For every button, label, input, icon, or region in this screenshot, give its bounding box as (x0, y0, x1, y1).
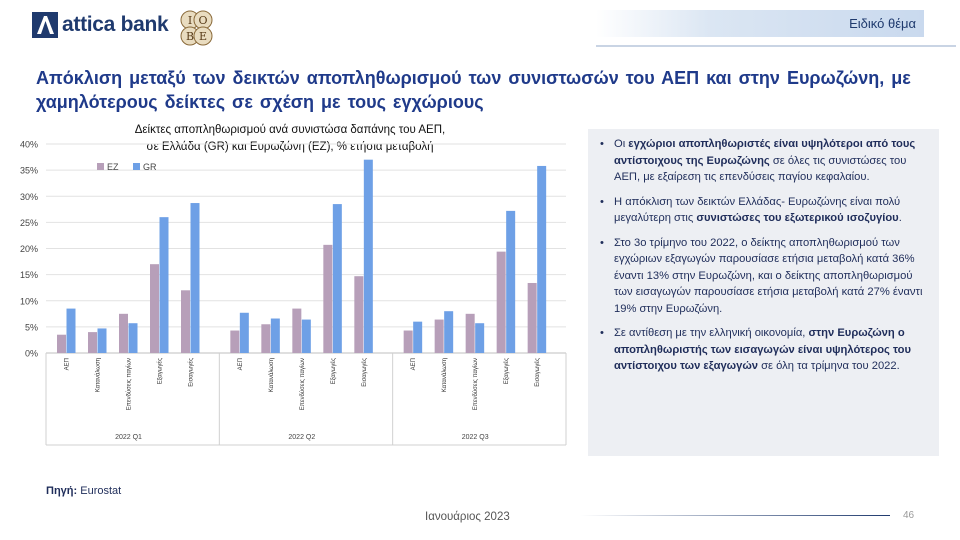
chart-title-line2: σε Ελλάδα (GR) και Ευρωζώνη (EZ), % ετήσια μεταβολή (146, 141, 434, 153)
bar-gr (271, 319, 280, 353)
slide-title: Απόκλιση μεταξύ των δεικτών αποπληθωρισμού των συνιστωσών του ΑΕΠ και στην Ευρωζώνη, με χαμηλότερους δείκτες σε σχέση με τους εγχώριους (36, 68, 911, 112)
commentary-bullet (614, 235, 925, 318)
commentary-bullet (614, 325, 925, 375)
svg-text:Ο: Ο (198, 14, 208, 27)
commentary-bullet (614, 194, 925, 227)
attica-logo-icon (32, 12, 58, 38)
category-label: ΑΕΠ (64, 358, 71, 371)
category-label: Κατανάλωση (95, 358, 102, 393)
category-label: Κατανάλωση (442, 358, 449, 393)
bar-ez (466, 314, 475, 353)
attica-bank-logo (32, 12, 168, 38)
section-tag: Ειδικό θέμα (849, 16, 916, 31)
chart-title-line1: Δείκτες αποπληθωρισμού ανά συνιστώσα δαπάνης του ΑΕΠ, (134, 124, 446, 136)
group-label: 2022 Q3 (461, 434, 489, 441)
bar-gr (413, 322, 422, 353)
category-label: Επενδύσεις παγίων (126, 358, 133, 411)
bullet-text: σε όλες τις συνιστώσες του ΑΕΠ, με εξαίρεση τις επενδύσεις παγίου κεφαλαίου. (614, 154, 907, 183)
svg-text:Β: Β (185, 30, 195, 43)
commentary-panel (588, 129, 939, 456)
category-label: Εξαγωγές (330, 358, 337, 385)
bullet-bold-text: εγχώριοι αποπληθωριστές είναι υψηλότεροι από τους αντίστοιχους της Ευρωζώνης (614, 138, 916, 167)
bar-ez (57, 335, 66, 353)
bar-gr (475, 323, 484, 353)
category-label: Εισαγωγές (361, 358, 368, 387)
bar-ez (230, 331, 239, 353)
category-label: Εισαγωγές (535, 358, 542, 387)
bar-ez (181, 290, 190, 353)
category-label: Επενδύσεις παγίων (299, 358, 306, 411)
bar-ez (323, 245, 332, 353)
svg-text:Ε: Ε (198, 30, 208, 43)
bar-gr (364, 160, 373, 353)
category-label: Εισαγωγές (188, 358, 195, 387)
y-tick-label: 10% (19, 296, 38, 307)
bar-gr (191, 203, 200, 353)
bar-ez (354, 276, 363, 353)
bullet-bold-text: συνιστώσες του εξωτερικού ισοζυγίου (696, 212, 899, 224)
bar-gr (302, 320, 311, 353)
header-divider (596, 45, 956, 47)
category-label: Κατανάλωση (268, 358, 275, 393)
footer-divider (580, 515, 890, 516)
bar-gr (160, 217, 169, 353)
y-tick-label: 0% (24, 348, 38, 359)
legend-label: EZ (107, 162, 119, 172)
bullet-text: Η απόκλιση των δεικτών Ελλάδας- Ευρωζώνης είναι πολύ μεγαλύτερη στις (614, 195, 901, 224)
commentary-bullet (614, 136, 925, 186)
page-number: 46 (903, 510, 915, 521)
legend-swatch-gr (133, 163, 140, 170)
bullet-text: . (898, 212, 902, 224)
iobe-logo (176, 8, 216, 48)
category-label: Επενδύσεις παγίων (473, 358, 480, 411)
source-note (46, 485, 121, 497)
source-value: Eurostat (80, 485, 122, 497)
bullet-text: Οι (614, 138, 629, 150)
footer-date: Ιανουάριος 2023 (425, 511, 510, 523)
bar-ez (150, 264, 159, 353)
category-label: ΑΕΠ (411, 358, 418, 371)
y-tick-label: 35% (19, 165, 38, 176)
bar-ez (88, 332, 97, 353)
section-banner (596, 10, 924, 37)
group-label: 2022 Q2 (288, 434, 316, 441)
bar-gr (98, 328, 107, 353)
bar-ez (528, 283, 537, 353)
bar-gr (129, 323, 138, 353)
deflator-bar-chart (0, 136, 570, 448)
bar-gr (506, 211, 515, 353)
bullet-bold-text: στην Ευρωζώνη ο αποπληθωριστής των εισαγωγών είναι υψηλότερος του αντίστοιχου των εξαγωγών (614, 327, 912, 372)
bar-gr (67, 309, 76, 353)
category-label: Εξαγωγές (157, 358, 164, 385)
bar-ez (292, 309, 301, 353)
bar-gr (444, 311, 453, 353)
bar-gr (240, 313, 249, 353)
y-tick-label: 20% (19, 244, 38, 254)
y-tick-label: 25% (19, 217, 38, 228)
legend-swatch-ez (97, 163, 104, 170)
category-label: Εξαγωγές (504, 358, 511, 385)
category-label: ΑΕΠ (237, 358, 244, 371)
bar-ez (119, 314, 128, 353)
bar-ez (435, 320, 444, 353)
source-label: Πηγή: (46, 485, 78, 497)
attica-logo-text: attica bank (62, 13, 169, 36)
bar-gr (333, 204, 342, 353)
bullet-text: σε όλη τα τρίμηνα του 2022. (758, 360, 900, 372)
y-tick-label: 5% (24, 322, 38, 333)
group-label: 2022 Q1 (115, 434, 142, 441)
bullet-text: Στο 3ο τρίμηνο του 2022, ο δείκτης αποπληθωρισμού των εγχώριων εξαγωγών παρουσίασε ετήσια μεταβολή κατά 36% έναντι 13% στην Ευρωζώνη, και ο δείκτης αποπληθωρισμού των εισαγωγών παρουσίασε ετήσια μεταβολή κατά 27% έναντι 19% στην Ευρωζώνη. (614, 236, 923, 315)
bar-ez (261, 324, 270, 353)
y-tick-label: 40% (19, 139, 38, 150)
bar-gr (537, 166, 546, 353)
bar-ez (404, 331, 413, 353)
bar-ez (497, 252, 506, 353)
y-tick-label: 30% (19, 191, 38, 202)
y-tick-label: 15% (19, 270, 38, 281)
bullet-text: Σε αντίθεση με την ελληνική οικονομία, (614, 327, 809, 339)
legend-label: GR (143, 162, 157, 172)
commentary-list (588, 129, 939, 375)
svg-text:Ι: Ι (187, 14, 193, 27)
